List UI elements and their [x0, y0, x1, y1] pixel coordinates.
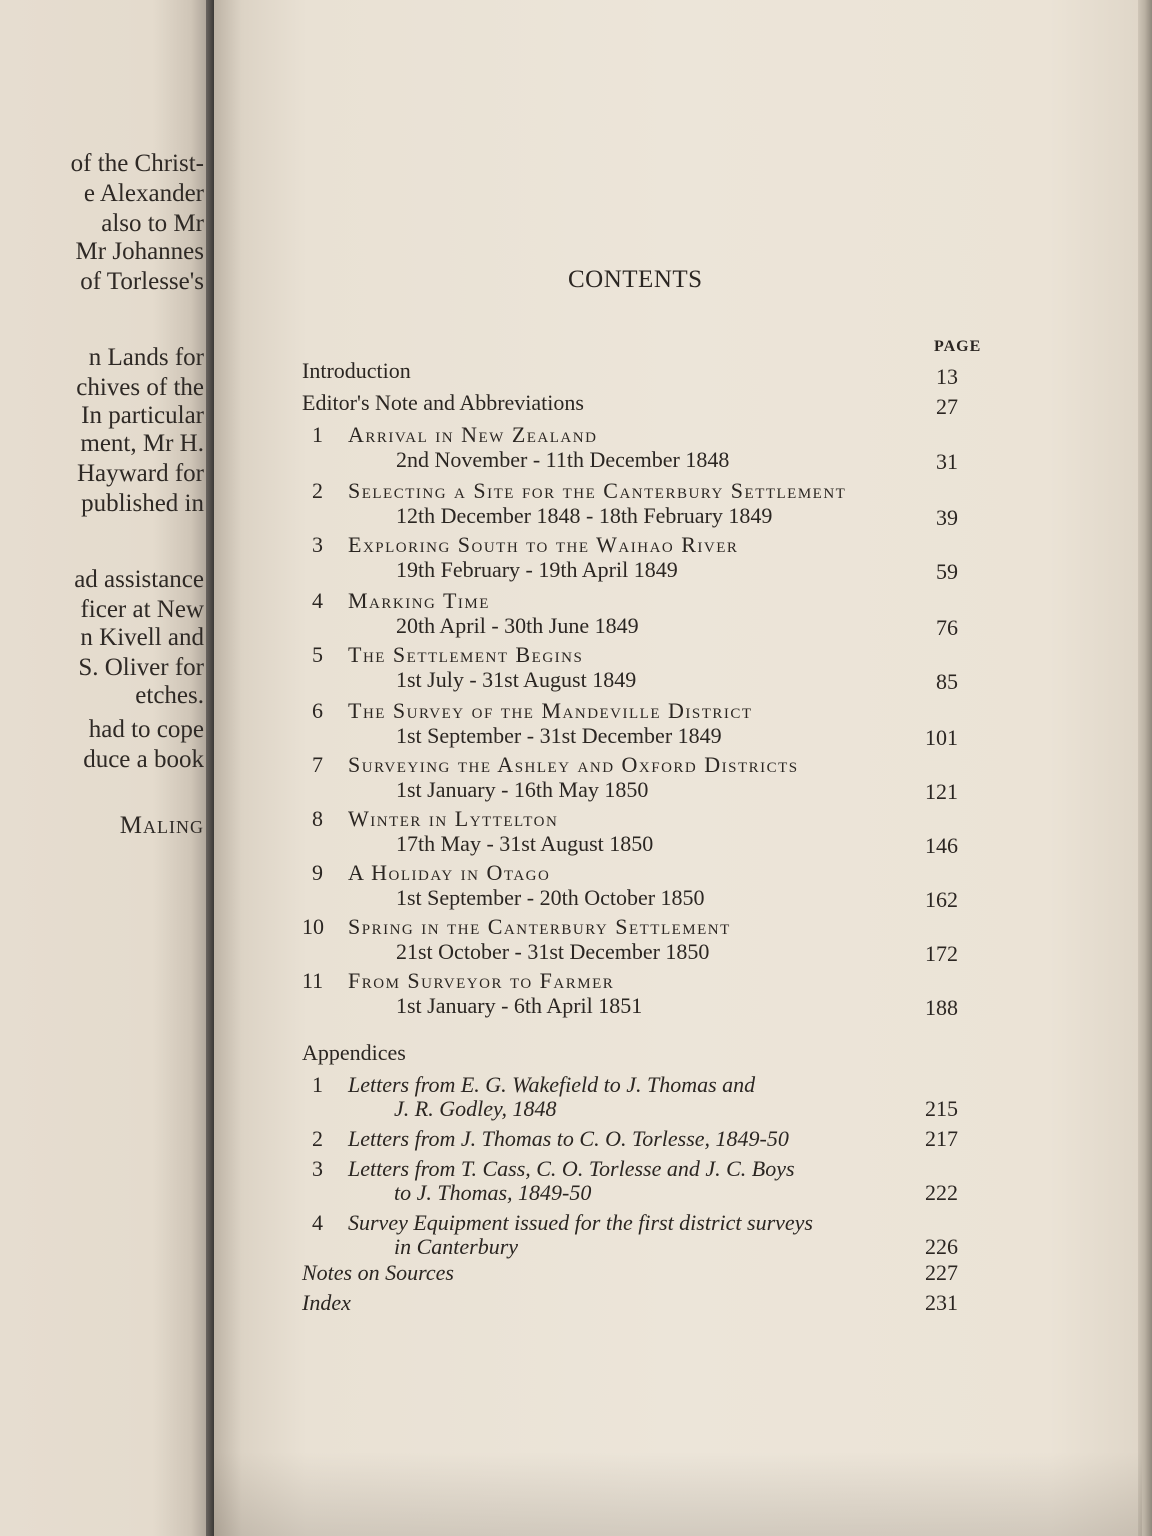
left-page-signature: Maling — [119, 812, 204, 839]
chapter-number: 6 — [312, 698, 323, 723]
chapter-title: A Holiday in Otago — [348, 860, 551, 885]
chapter-title: Exploring South to the Waihao River — [348, 532, 739, 557]
left-page-line: In particular — [81, 402, 204, 429]
chapter-number: 2 — [312, 478, 323, 503]
left-page-line: etches. — [135, 682, 204, 709]
appendix-title-continued: J. R. Godley, 1848 — [394, 1096, 557, 1121]
chapter-dates: 1st July - 31st August 1849 — [396, 667, 637, 692]
toc-page-number: 31 — [936, 449, 958, 474]
left-page-line: duce a book — [83, 746, 204, 773]
chapter-dates: 20th April - 30th June 1849 — [396, 613, 639, 638]
chapter-number: 9 — [312, 860, 323, 885]
chapter-dates: 1st January - 6th April 1851 — [396, 993, 643, 1018]
left-page — [0, 0, 212, 1536]
left-page-line: ficer at New — [80, 596, 204, 623]
left-page-line: n Kivell and — [80, 624, 204, 651]
appendix-number: 1 — [312, 1072, 323, 1097]
chapter-title: Spring in the Canterbury Settlement — [348, 914, 731, 939]
chapter-title: Marking Time — [348, 588, 490, 613]
appendix-title-continued: in Canterbury — [394, 1234, 519, 1259]
appendix-title-continued: to J. Thomas, 1849-50 — [394, 1180, 592, 1205]
toc-page-number: 101 — [925, 725, 958, 750]
toc-page-number: 217 — [925, 1126, 958, 1151]
left-page-line: ad assistance — [74, 566, 204, 593]
appendix-number: 3 — [312, 1156, 323, 1181]
left-page-line: had to cope — [88, 716, 204, 743]
toc-entry-editors-note: Editor's Note and Abbreviations — [302, 390, 584, 415]
chapter-title: The Settlement Begins — [348, 642, 584, 667]
appendix-number: 2 — [312, 1126, 323, 1151]
appendix-title: Survey Equipment issued for the first district surveys — [348, 1210, 813, 1235]
page-column-header: PAGE — [934, 338, 982, 355]
chapter-number: 11 — [302, 968, 324, 993]
chapter-dates: 1st September - 31st December 1849 — [396, 723, 722, 748]
appendix-number: 4 — [312, 1210, 323, 1235]
toc-page-number: 59 — [936, 559, 958, 584]
chapter-dates: 2nd November - 11th December 1848 — [396, 447, 730, 472]
appendix-title: Letters from T. Cass, C. O. Torlesse and J. C. Boys — [348, 1156, 795, 1181]
contents-title: CONTENTS — [568, 266, 703, 293]
left-page-line: ment, Mr H. — [80, 430, 204, 457]
left-page-line: published in — [81, 490, 204, 517]
chapter-dates: 21st October - 31st December 1850 — [396, 939, 710, 964]
toc-page-number: 231 — [925, 1290, 958, 1315]
chapter-title: Selecting a Site for the Canterbury Settlement — [348, 478, 847, 503]
chapter-title: Surveying the Ashley and Oxford Districts — [348, 752, 799, 777]
chapter-dates: 12th December 1848 - 18th February 1849 — [396, 503, 773, 528]
left-page-line: of the Christ- — [70, 150, 204, 177]
chapter-title: Arrival in New Zealand — [348, 422, 598, 447]
toc-entry-index: Index — [302, 1290, 351, 1315]
appendices-heading: Appendices — [302, 1040, 406, 1065]
left-page-line: Hayward for — [76, 460, 204, 487]
toc-page-number: 121 — [925, 779, 958, 804]
chapter-number: 1 — [312, 422, 323, 447]
toc-page-number: 226 — [925, 1234, 958, 1259]
toc-page-number: 188 — [925, 995, 958, 1020]
chapter-title: Winter in Lyttelton — [348, 806, 559, 831]
toc-page-number: 76 — [936, 615, 958, 640]
toc-page-number: 215 — [925, 1096, 958, 1121]
left-page-line: also to Mr — [101, 210, 204, 237]
chapter-number: 4 — [312, 588, 323, 613]
appendix-title: Letters from J. Thomas to C. O. Torlesse, 1849-50 — [348, 1126, 789, 1151]
toc-page-number: 222 — [925, 1180, 958, 1205]
left-page-line: n Lands for — [88, 344, 204, 371]
toc-page-number: 172 — [925, 941, 958, 966]
chapter-number: 7 — [312, 752, 323, 777]
toc-page-number: 27 — [936, 394, 958, 419]
left-page-line: chives of the — [76, 374, 204, 401]
chapter-title: The Survey of the Mandeville District — [348, 698, 753, 723]
chapter-number: 10 — [302, 914, 324, 939]
left-page-line: Mr Johannes — [75, 238, 204, 265]
toc-page-number: 39 — [936, 505, 958, 530]
chapter-dates: 17th May - 31st August 1850 — [396, 831, 654, 856]
chapter-title: From Surveyor to Farmer — [348, 968, 615, 993]
page-edge — [1138, 0, 1152, 1536]
toc-entry-introduction: Introduction — [302, 358, 411, 383]
chapter-dates: 1st January - 16th May 1850 — [396, 777, 649, 802]
chapter-number: 3 — [312, 532, 323, 557]
page-shadow — [214, 1452, 1142, 1536]
chapter-dates: 1st September - 20th October 1850 — [396, 885, 705, 910]
appendix-title: Letters from E. G. Wakefield to J. Thomas and — [348, 1072, 756, 1097]
toc-page-number: 146 — [925, 833, 958, 858]
toc-page-number: 13 — [936, 364, 958, 389]
chapter-number: 8 — [312, 806, 323, 831]
toc-entry-notes-on-sources: Notes on Sources — [302, 1260, 454, 1285]
chapter-number: 5 — [312, 642, 323, 667]
toc-page-number: 162 — [925, 887, 958, 912]
left-page-line: of Torlesse's — [80, 268, 204, 295]
left-page-line: e Alexander — [83, 180, 204, 207]
left-page-line: S. Oliver for — [78, 654, 204, 681]
toc-page-number: 227 — [925, 1260, 958, 1285]
chapter-dates: 19th February - 19th April 1849 — [396, 557, 678, 582]
toc-page-number: 85 — [936, 669, 958, 694]
